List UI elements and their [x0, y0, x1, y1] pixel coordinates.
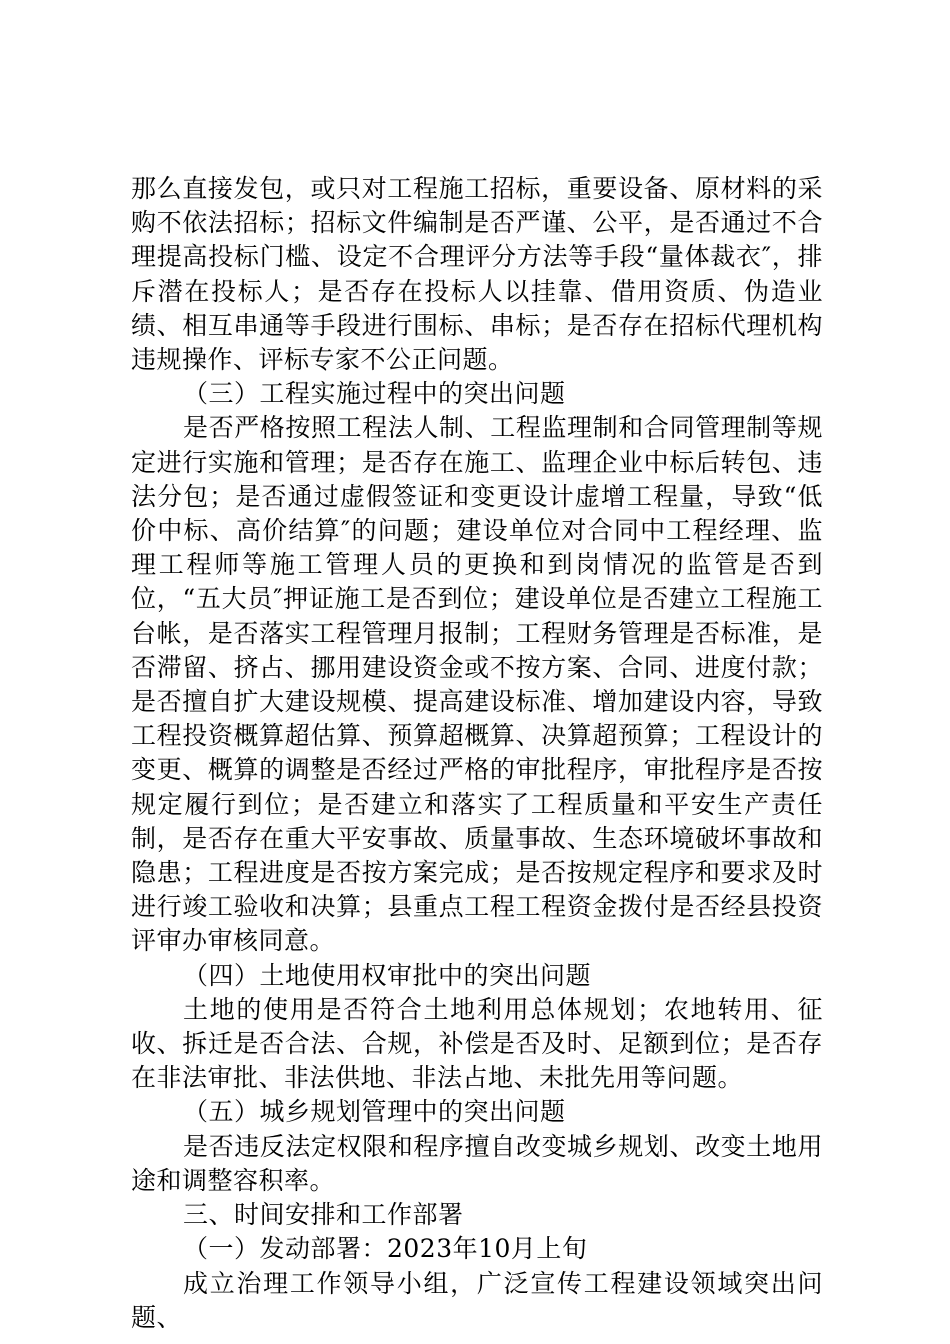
- paragraph-implementation: 是否严格按照工程法人制、工程监理制和合同管理制等规定进行实施和管理；是否存在施工、监理企业中标后转包、违法分包；是否通过虚假签证和变更设计虚增工程量，导致“低价中标、高价结算″的问题；建设单位对合同中工程经理、监理工程师等施工管理人员的更换和到岗情况的监管是否到位，“五大员″押证施工是否到位；建设单位是否建立工程施工台帐，是否落实工程管理月报制；工程财务管理是否标准，是否滞留、挤占、挪用建设资金或不按方案、合同、进度付款；是否擅自扩大建设规模、提高建设标准、增加建设内容，导致工程投资概算超估算、预算超概算、决算超预算；工程设计的变更、概算的调整是否经过严格的审批程序，审批程序是否按规定履行到位；是否建立和落实了工程质量和平安生产责任制，是否存在重大平安事故、质量事故、生态环境破坏事故和隐患；工程进度是否按方案完成；是否按规定程序和要求及时进行竣工验收和决算；县重点工程工程资金拨付是否经县投资评审办审核同意。: [131, 413, 823, 956]
- paragraph-land-use: 土地的使用是否符合土地利用总体规划；农地转用、征收、拆迁是否合法、合规，补偿是否及时、足额到位；是否存在非法审批、非法供地、非法占地、未批先用等问题。: [131, 994, 823, 1093]
- heading-section-4: （四）土地使用权审批中的突出问题: [183, 960, 592, 990]
- heading-part-3: 三、时间安排和工作部署: [183, 1200, 464, 1230]
- paragraph-bidding-continued: 那么直接发包，或只对工程施工招标，重要设备、原材料的采购不依法招标；招标文件编制是否严谨、公平，是否通过不合理提高投标门槛、设定不合理评分方法等手段“量体裁衣″，排斥潜在投标人；是否存在投标人以挂靠、借用资质、伪造业绩、相互串通等手段进行围标、串标；是否存在招标代理机构违规操作、评标专家不公正问题。: [131, 174, 823, 375]
- document-body: [131, 172, 823, 1335]
- paragraph-urban-planning: 是否违反法定权限和程序擅自改变城乡规划、改变土地用途和调整容积率。: [131, 1131, 823, 1195]
- heading-section-5: （五）城乡规划管理中的突出问题: [183, 1097, 566, 1127]
- heading-mobilization: （一）发动部署：2023年10月上旬: [183, 1234, 588, 1264]
- heading-section-3: （三）工程实施过程中的突出问题: [183, 379, 566, 409]
- paragraph-mobilization: 成立治理工作领导小组，广泛宣传工程建设领域突出问题、: [131, 1268, 823, 1332]
